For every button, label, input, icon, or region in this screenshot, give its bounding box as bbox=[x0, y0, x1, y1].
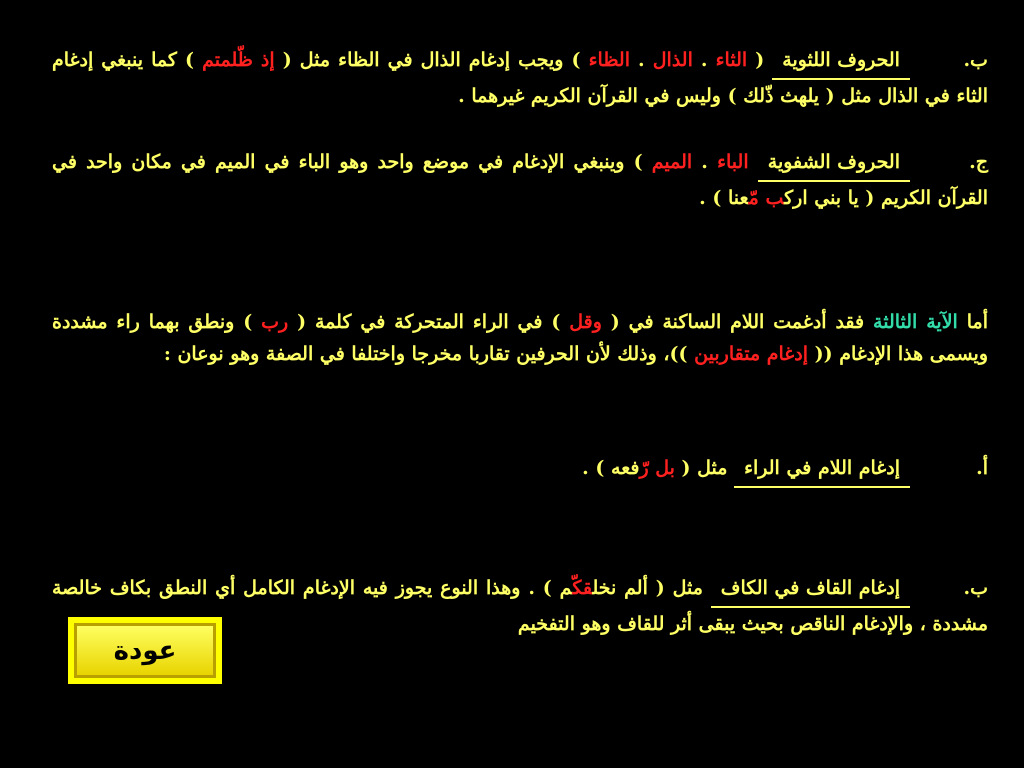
item-number: ب. bbox=[963, 577, 988, 599]
section-heading: إدغام القاف في الكاف bbox=[711, 572, 910, 608]
item-number: ب. bbox=[963, 49, 988, 71]
back-button-face[interactable] bbox=[74, 623, 216, 678]
section-heading: إدغام اللام في الراء bbox=[734, 452, 910, 488]
paragraph-interdental-letters: ب.الحروف اللثوية ( الثاء . الذال . الظاء ) ويجب إدغام الذال في الظاء مثل ( إذ ظّلمتم ) كما ينبغي إدغام الثاء في الذال مثل ( يلهث ذّلك ) وليس في القرآن الكريم غيرهما . bbox=[52, 44, 988, 112]
paragraph-labial-letters: ج.الحروف الشفوية الباء . الميم ) وينبغي الإدغام في موضع واحد وهو الباء في الميم في مكان واحد في القرآن الكريم ( يا بني اركب مّعنا ) . bbox=[52, 146, 988, 214]
item-number: ج. bbox=[969, 151, 988, 173]
back-button[interactable] bbox=[68, 617, 222, 684]
verse-label: الآية الثالثة bbox=[873, 311, 958, 333]
back-button-label: عودة bbox=[113, 635, 177, 666]
item-number: أ. bbox=[976, 457, 988, 479]
paragraph-third-verse: أما الآية الثالثة فقد أدغمت اللام الساكنة في ( وقل ) في الراء المتحركة في كلمة ( رب ) ونطق بهما راء مشددة ويسمى هذا الإدغام (( إدغام متقاربين ))، وذلك لأن الحرفين تقاربا مخرجا واختلفا في الصفة وهو نوعان : bbox=[52, 311, 988, 365]
section-heading: الحروف اللثوية bbox=[772, 44, 910, 80]
paragraph-qaf-in-kaf: ب.إدغام القاف في الكاف مثل ( ألم نخلقكّم ) . وهذا النوع يجوز فيه الإدغام الكامل أي النطق بكاف خالصة مشددة ، والإدغام الناقص بحيث يبقى أثر للقاف وهو التفخيم bbox=[52, 572, 988, 640]
section-heading: الحروف الشفوية bbox=[758, 146, 910, 182]
paragraph-lam-in-ra: أ.إدغام اللام في الراء مثل ( بل رّفعه ) . bbox=[52, 452, 988, 488]
